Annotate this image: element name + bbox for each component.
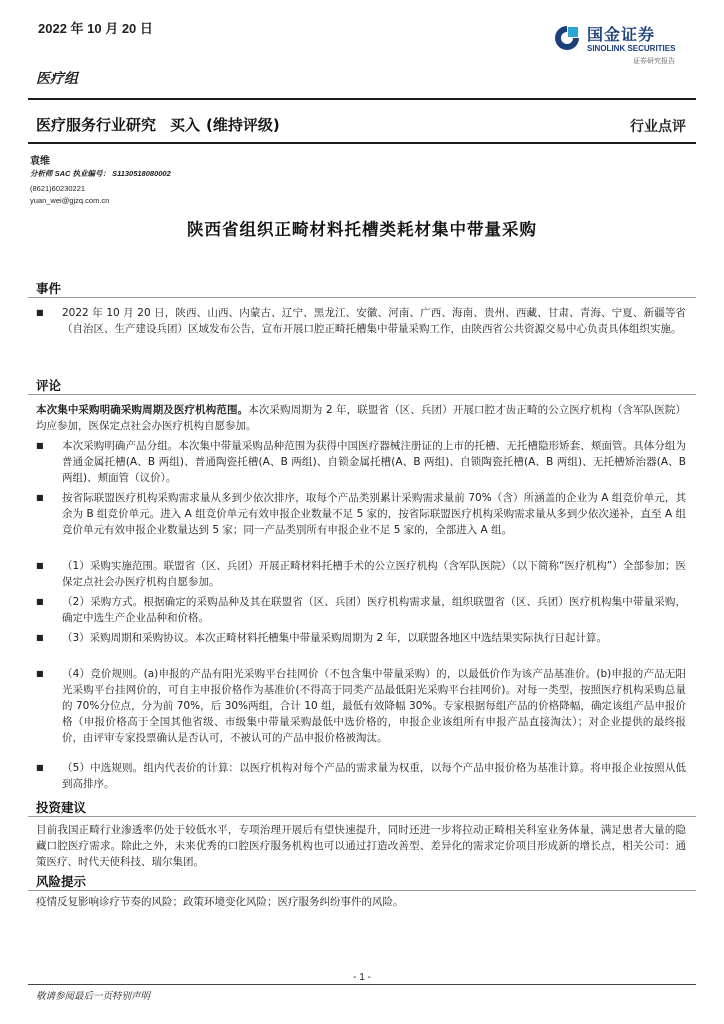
analyst-cert: 分析师 SAC 执业编号： S1130518080002	[30, 169, 171, 178]
review-bullet	[36, 630, 686, 664]
review-bullet-text: 按省际联盟医疗机构采购需求量从多到少依次排序，取每个产品类别累计采购需求量前 70%（含）所涵盖的企业为 A 组竞价单元，其余为 B 组竞价单元。进入 A 组竞价单元有效申报企业数量不足 5 家的，按省际联盟医疗机构采购需求量从多到少依次递补，直至 A 组竞价单元有效申报企业数量达到 5 家；同一产品类别所有申报企业不足 5 家的，全部进入 A 组。	[62, 492, 686, 536]
review-bullet	[36, 594, 686, 628]
analyst-email[interactable]: yuan_wei@gjzq.com.cn	[30, 196, 110, 205]
report-title: 陕西省组织正畸材料托槽类耗材集中带量采购	[187, 220, 537, 239]
event-bullet	[36, 305, 686, 355]
review-bullet-text: 本次采购明确产品分组。本次集中带量采购品种范围为获得中国医疗器械注册证的上市的托槽、无托槽隐形矫套、颊面管。具体分组为普通金属托槽(A、B 两组)、普通陶瓷托槽(A、B 两组)、自锁金属托槽(A、B 两组)、自锁陶瓷托槽(A、B 两组)、无托槽矫治器(A、B 两组)、颊面管（议价）。	[62, 440, 686, 484]
rating-note: (维持评级)	[206, 116, 280, 134]
brand-logo	[553, 22, 693, 72]
square-bullet-icon: ■	[36, 493, 44, 502]
research-group: 医疗组	[36, 71, 78, 87]
report-type: 行业点评	[630, 119, 686, 135]
review-divider	[28, 394, 696, 395]
square-bullet-icon: ■	[36, 669, 44, 678]
square-bullet-icon: ■	[36, 597, 44, 606]
review-lead: 本次集中采购明确采购周期及医疗机构范围。	[36, 404, 249, 416]
review-intro-text: 本次采购周期为 2 年，联盟省（区、兵团）开展口腔才齿正畸的公立医疗机构（含军队医院）均应参加，医保定点社会办医疗机构自愿参加。	[36, 404, 687, 432]
square-bullet-icon: ■	[36, 561, 44, 570]
section-event: 事件	[36, 281, 62, 296]
industry-name: 医疗服务行业研究	[36, 116, 157, 134]
review-intro	[36, 402, 686, 434]
section-risk: 风险提示	[36, 874, 87, 889]
report-date: 2022 年 10 月 20 日	[38, 21, 153, 36]
brand-name-cn: 国金证券	[587, 25, 656, 44]
disclaimer-note[interactable]: 敬请参阅最后一页特别声明	[36, 991, 151, 1002]
analyst-phone: (8621)60230221	[30, 184, 86, 193]
review-bullet-text: （4）竞价规则。(a)申报的产品有阳光采购平台挂网价（不包含集中带量采购）的，以最低价作为该产品基准价。(b)申报的产品无阳光采购平台挂网价的，可自主申报价格作为基准价(不得高于同类产品最低阳光采购平台挂网价)。对每一类型，按照医疗机构采购总量的 70%分位点，分为前 70%，后 30%两组，合计 10 组，最低有效降幅 30%。专家根据每组产品的价格降幅，确定该组产品申报价格（申报价格高于全国其他省级、市级集中带量采购最低中选价格的，申报企业该组所有申报产品直接淘汰）；对企业提供的最终报价，由评审专家投票确认是否认可，不被认可的产品申报价格被淘汰。	[62, 668, 686, 744]
section-review: 评论	[36, 378, 62, 393]
square-bullet-icon: ■	[36, 633, 44, 642]
footer-divider	[28, 984, 696, 985]
review-bullet-text: （3）采购周期和采购协议。本次正畸材料托槽集中带量采购周期为 2 年，以联盟各地区中选结果实际执行日起计算。	[62, 632, 608, 644]
review-bullet	[36, 760, 686, 794]
review-bullet-text: （2）采购方式。根据确定的采购品种及其在联盟省（区、兵团）医疗机构需求量，组织联盟省（区、兵团）医疗机构集中带量采购，确定中选生产企业品种和价格。	[62, 596, 686, 624]
event-text: 2022 年 10 月 20 日，陕西、山西、内蒙古、辽宁、黑龙江、安徽、河南、广西、海南、贵州、西藏、甘肃、青海、宁夏、新疆等省（自治区、生产建设兵团）区域发布公告，宣布开展口腔正畸托槽集中带量采购工作，由陕西省公共资源交易中心负责具体组织实施。	[62, 307, 686, 335]
advice-divider	[28, 816, 696, 817]
brand-name-en: SINOLINK SECURITIES	[587, 44, 676, 53]
review-bullet	[36, 558, 686, 592]
risk-divider	[28, 890, 696, 891]
rating: 买入	[170, 116, 201, 134]
review-bullet	[36, 490, 686, 556]
square-bullet-icon: ■	[36, 308, 44, 317]
advice-text: 目前我国正畸行业渗透率仍处于较低水平，专项治理开展后有望快速提升，同时还进一步将拉动正畸相关科室业务体量，满足患者大量的隐藏口腔医疗需求。除此之外，未来优秀的口腔医疗服务机构也可以通过打造改善型、差异化的需求定价项目形成新的增长点，相关公司：通策医疗、时代天使科技、瑞尔集团。	[36, 824, 686, 868]
square-bullet-icon: ■	[36, 763, 44, 772]
analyst-name: 袁维	[30, 156, 50, 167]
brand-subtitle: 证券研究报告	[633, 57, 675, 65]
review-bullet	[36, 666, 686, 762]
review-bullet	[36, 438, 686, 488]
review-bullet-text: （1）采购实施范围。联盟省（区、兵团）开展正畸材料托槽手术的公立医疗机构（含军队医院）（以下简称“医疗机构”）全部参加；医保定点社会办医疗机构自愿参加。	[62, 560, 686, 588]
industry-rating-line	[36, 114, 294, 135]
page-number: - 1 -	[353, 972, 371, 983]
header-divider-bottom	[28, 142, 696, 144]
risk-text: 疫情反复影响诊疗节奏的风险；政策环境变化风险；医疗服务纠纷事件的风险。	[36, 896, 404, 908]
square-bullet-icon: ■	[36, 441, 44, 450]
header-divider-top	[28, 98, 696, 100]
sinolink-logo-icon	[553, 24, 581, 52]
review-bullet-text: （5）中选规则。组内代表价的计算：以医疗机构对每个产品的需求量为权重，以每个产品申报价格为基准计算。将申报企业按照从低到高排序。	[62, 762, 686, 790]
event-divider	[28, 297, 696, 298]
section-advice: 投资建议	[36, 800, 87, 815]
